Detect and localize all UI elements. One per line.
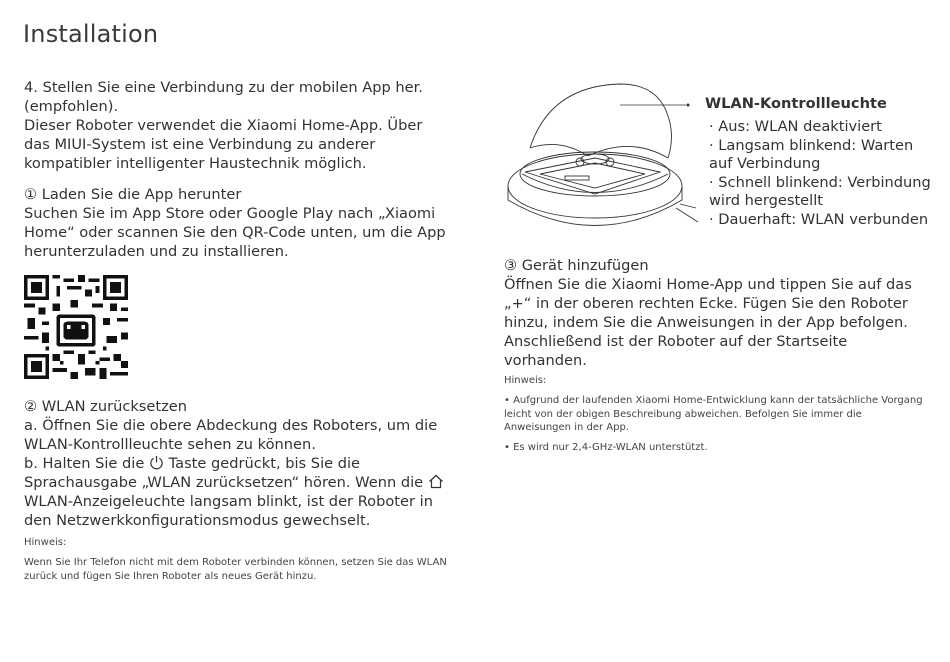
robot-vacuum-illustration — [500, 76, 700, 236]
wlan-status-off: · Aus: WLAN deaktiviert — [709, 118, 882, 135]
page-title: Installation — [23, 20, 159, 48]
wlan-status-fast: · Schnell blinkend: Verbindung wird hergestellt — [709, 173, 931, 209]
wlan-indicator-title: WLAN-Kontrollleuchte — [705, 95, 887, 112]
reset-line-b — [24, 454, 452, 530]
reset-line-b3: WLAN-Anzeigeleuchte langsam blinkt, ist der Roboter in den Netzwerkkonfigurationsmodus gewechselt. — [24, 493, 433, 529]
add-device-text: Öffnen Sie die Xiaomi Home-App und tippen Sie auf das „+“ in der oberen rechten Ecke. Fügen Sie den Roboter hinzu, indem Sie die Anweisungen in der App befolgen. Anschließend ist der Roboter auf der Startseite vorhanden. — [504, 276, 912, 369]
home-icon — [428, 474, 444, 489]
reset-heading: ② WLAN zurücksetzen — [24, 398, 187, 415]
reset-note-heading: Hinweis: — [24, 537, 67, 548]
add-device-note-1: • Aufgrund der laufenden Xiaomi Home-Entwicklung kann der tatsächliche Vorgang leicht von der obigen Beschreibung abweichen. Befolgen Sie immer die Anweisungen in der App. — [504, 395, 923, 433]
wlan-indicator-legend — [705, 94, 935, 229]
step4-heading: 4. Stellen Sie eine Verbindung zu der mobilen App her. (empfohlen). — [24, 79, 423, 115]
step4-intro: Dieser Roboter verwendet die Xiaomi Home-App. Über das MIUI-System ist eine Verbindung zu anderer kompatibler intelligenter Haustechnik möglich. — [24, 117, 423, 172]
reset-line-b1: b. Halten Sie die — [24, 455, 145, 472]
add-device-note-heading: Hinweis: — [504, 375, 547, 386]
wlan-status-steady: · Dauerhaft: WLAN verbunden — [709, 210, 929, 228]
power-icon — [149, 455, 164, 470]
reset-line-a: a. Öffnen Sie die obere Abdeckung des Roboters, um die WLAN-Kontrollleuchte sehen zu können. — [24, 417, 438, 453]
download-text: Suchen Sie im App Store oder Google Play nach „Xiaomi Home“ oder scannen Sie den QR-Code unten, um die App herunterzuladen und zu installieren. — [24, 205, 446, 260]
add-device-heading: ③ Gerät hinzufügen — [504, 257, 649, 274]
reset-line-b2: Taste gedrückt, bis Sie die Sprachausgabe „WLAN zurücksetzen“ hören. Wenn die — [24, 455, 424, 491]
wlan-status-slow: · Langsam blinkend: Warten auf Verbindung — [709, 136, 914, 172]
left-column — [24, 78, 452, 584]
qr-code-icon — [24, 275, 128, 379]
right-column — [504, 256, 929, 454]
download-heading: ① Laden Sie die App herunter — [24, 186, 242, 203]
add-device-note-2: • Es wird nur 2,4-GHz-WLAN unterstützt. — [504, 441, 708, 453]
reset-note: Wenn Sie Ihr Telefon nicht mit dem Roboter verbinden können, setzen Sie das WLAN zurück und fügen Sie Ihren Roboter als neues Gerät hinzu. — [24, 557, 447, 582]
